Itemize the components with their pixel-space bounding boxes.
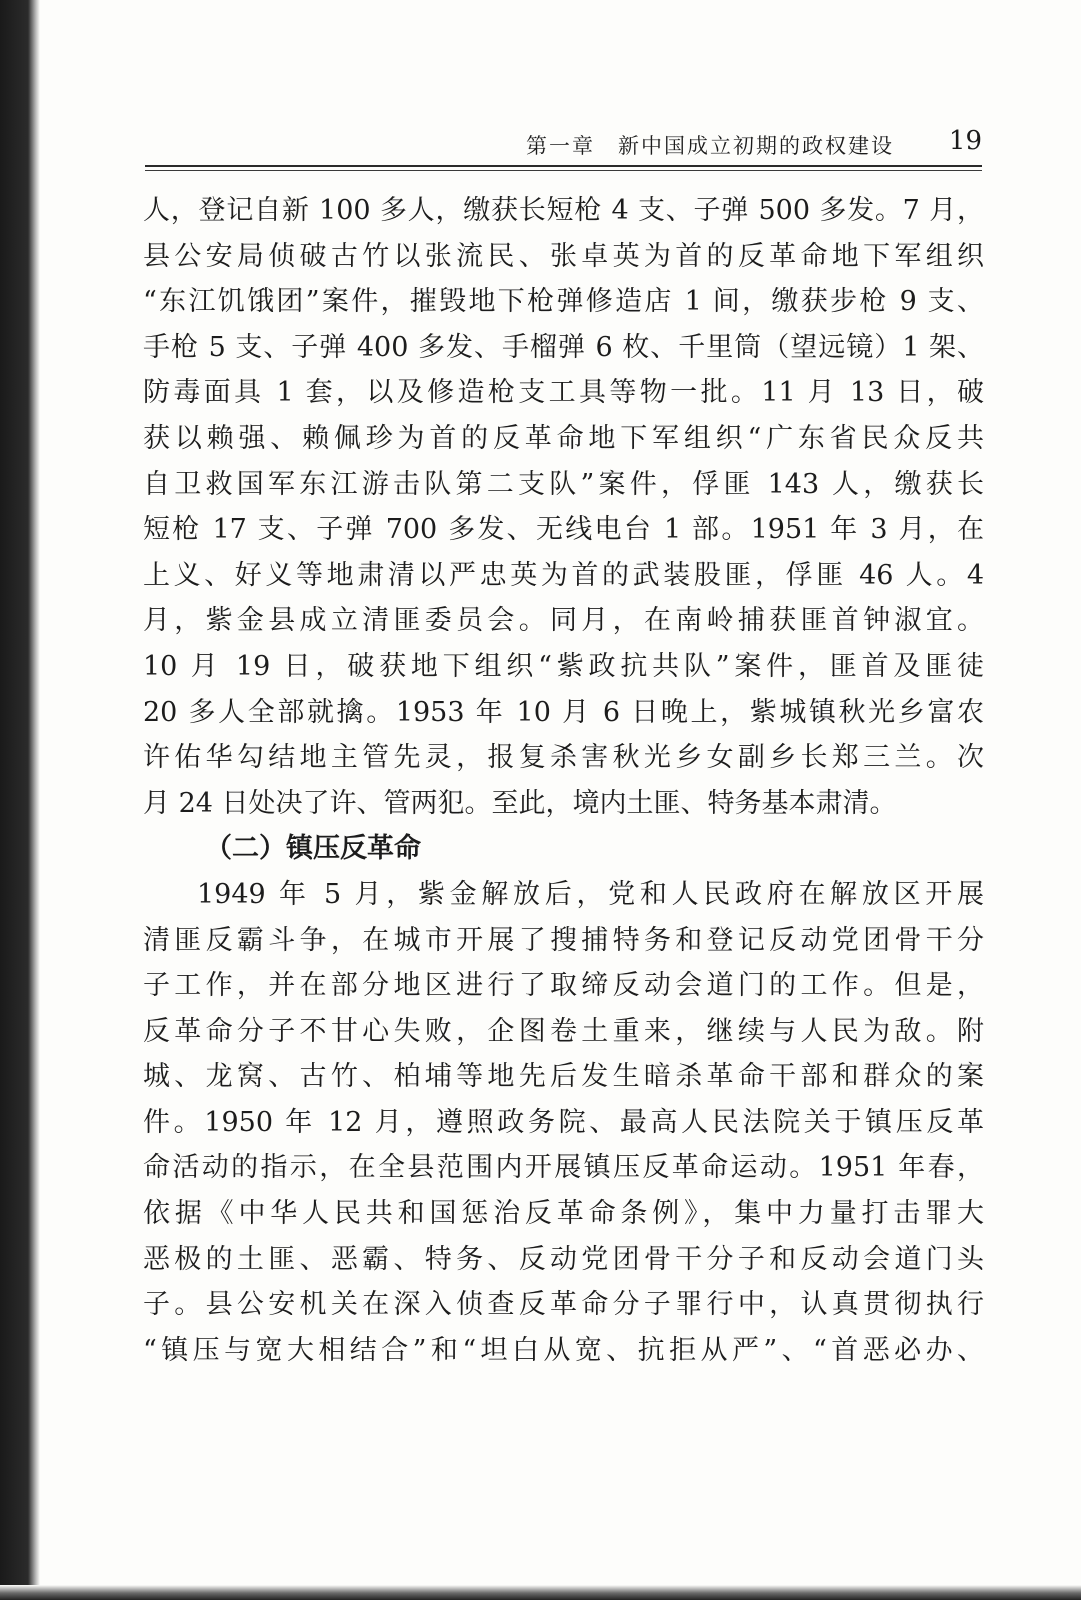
text-line: 20 多人全部就擒。1953 年 10 月 6 日晚上，紫城镇秋光乡富农: [143, 696, 984, 728]
text-line: “东江饥饿团”案件，摧毁地下枪弹修造店 1 间，缴获步枪 9 支、: [143, 286, 984, 318]
text-line: 子工作，并在部分地区进行了取缔反动会道门的工作。但是，: [143, 970, 984, 1002]
text-line: 1949 年 5 月，紫金解放后，党和人民政府在解放区开展: [197, 878, 984, 910]
text-line: 自卫救国军东江游击队第二支队”案件，俘匪 143 人，缴获长: [143, 468, 984, 500]
text-line: 命活动的指示，在全县范围内开展镇压反革命运动。1951 年春，: [143, 1152, 984, 1184]
text-line: 10 月 19 日，破获地下组织“紫政抗共队”案件，匪首及匪徒: [143, 650, 984, 682]
paragraph-2: [143, 872, 984, 1374]
text-line: 手枪 5 支、子弹 400 多发、手榴弹 6 枚、千里筒（望远镜）1 架、: [143, 331, 984, 363]
text-line: 城、龙窝、古竹、柏埔等地先后发生暗杀革命干部和群众的案: [143, 1061, 984, 1093]
scan-bottom-edge: [0, 1585, 1081, 1600]
text-line: 短枪 17 支、子弹 700 多发、无线电台 1 部。1951 年 3 月，在: [143, 514, 984, 546]
running-header: [145, 126, 982, 164]
text-line: 反革命分子不甘心失败，企图卷土重来，继续与人民为敌。附: [143, 1015, 984, 1047]
section-heading: （二）镇压反革命: [205, 833, 421, 865]
text-line: 恶极的土匪、恶霸、特务、反动党团骨干分子和反动会道门头: [143, 1243, 984, 1275]
scan-left-edge: [0, 0, 40, 1600]
text-line: 子。县公安机关在深入侦查反革命分子罪行中，认真贯彻执行: [143, 1289, 984, 1321]
text-line: 县公安局侦破古竹以张流民、张卓英为首的反革命地下军组织: [143, 240, 984, 272]
body-text: [143, 188, 984, 1373]
text-line: 上义、好义等地肃清以严忠英为首的武装股匪，俘匪 46 人。4: [143, 559, 984, 591]
text-line: “镇压与宽大相结合”和“坦白从宽、抗拒从严”、“首恶必办、: [143, 1334, 984, 1366]
chapter-title: 第一章 新中国成立初期的政权建设: [526, 134, 894, 158]
text-line: 人，登记自新 100 多人，缴获长短枪 4 支、子弹 500 多发。7 月，: [143, 195, 984, 226]
text-line: 依据《中华人民共和国惩治反革命条例》，集中力量打击罪大: [143, 1198, 984, 1230]
text-line: 件。1950 年 12 月，遵照政务院、最高人民法院关于镇压反革: [143, 1106, 984, 1138]
page-number: 19: [948, 126, 982, 156]
header-rule-thin: [145, 170, 982, 171]
header-rule-thick: [145, 165, 982, 167]
text-line: 获以赖强、赖佩珍为首的反革命地下军组织“广东省民众反共: [143, 422, 984, 454]
text-line: 月，紫金县成立清匪委员会。同月，在南岭捕获匪首钟淑宜。: [143, 605, 984, 637]
paragraph-1: [143, 188, 984, 826]
text-line: 月 24 日处决了许、管两犯。至此，境内土匪、特务基本肃清。: [143, 787, 897, 819]
text-line: 防毒面具 1 套，以及修造枪支工具等物一批。11 月 13 日，破: [143, 377, 984, 409]
text-line: 许佑华勾结地主管先灵，报复杀害秋光乡女副乡长郑三兰。次: [143, 742, 984, 774]
text-line: 清匪反霸斗争，在城市开展了搜捕特务和登记反动党团骨干分: [143, 924, 984, 956]
